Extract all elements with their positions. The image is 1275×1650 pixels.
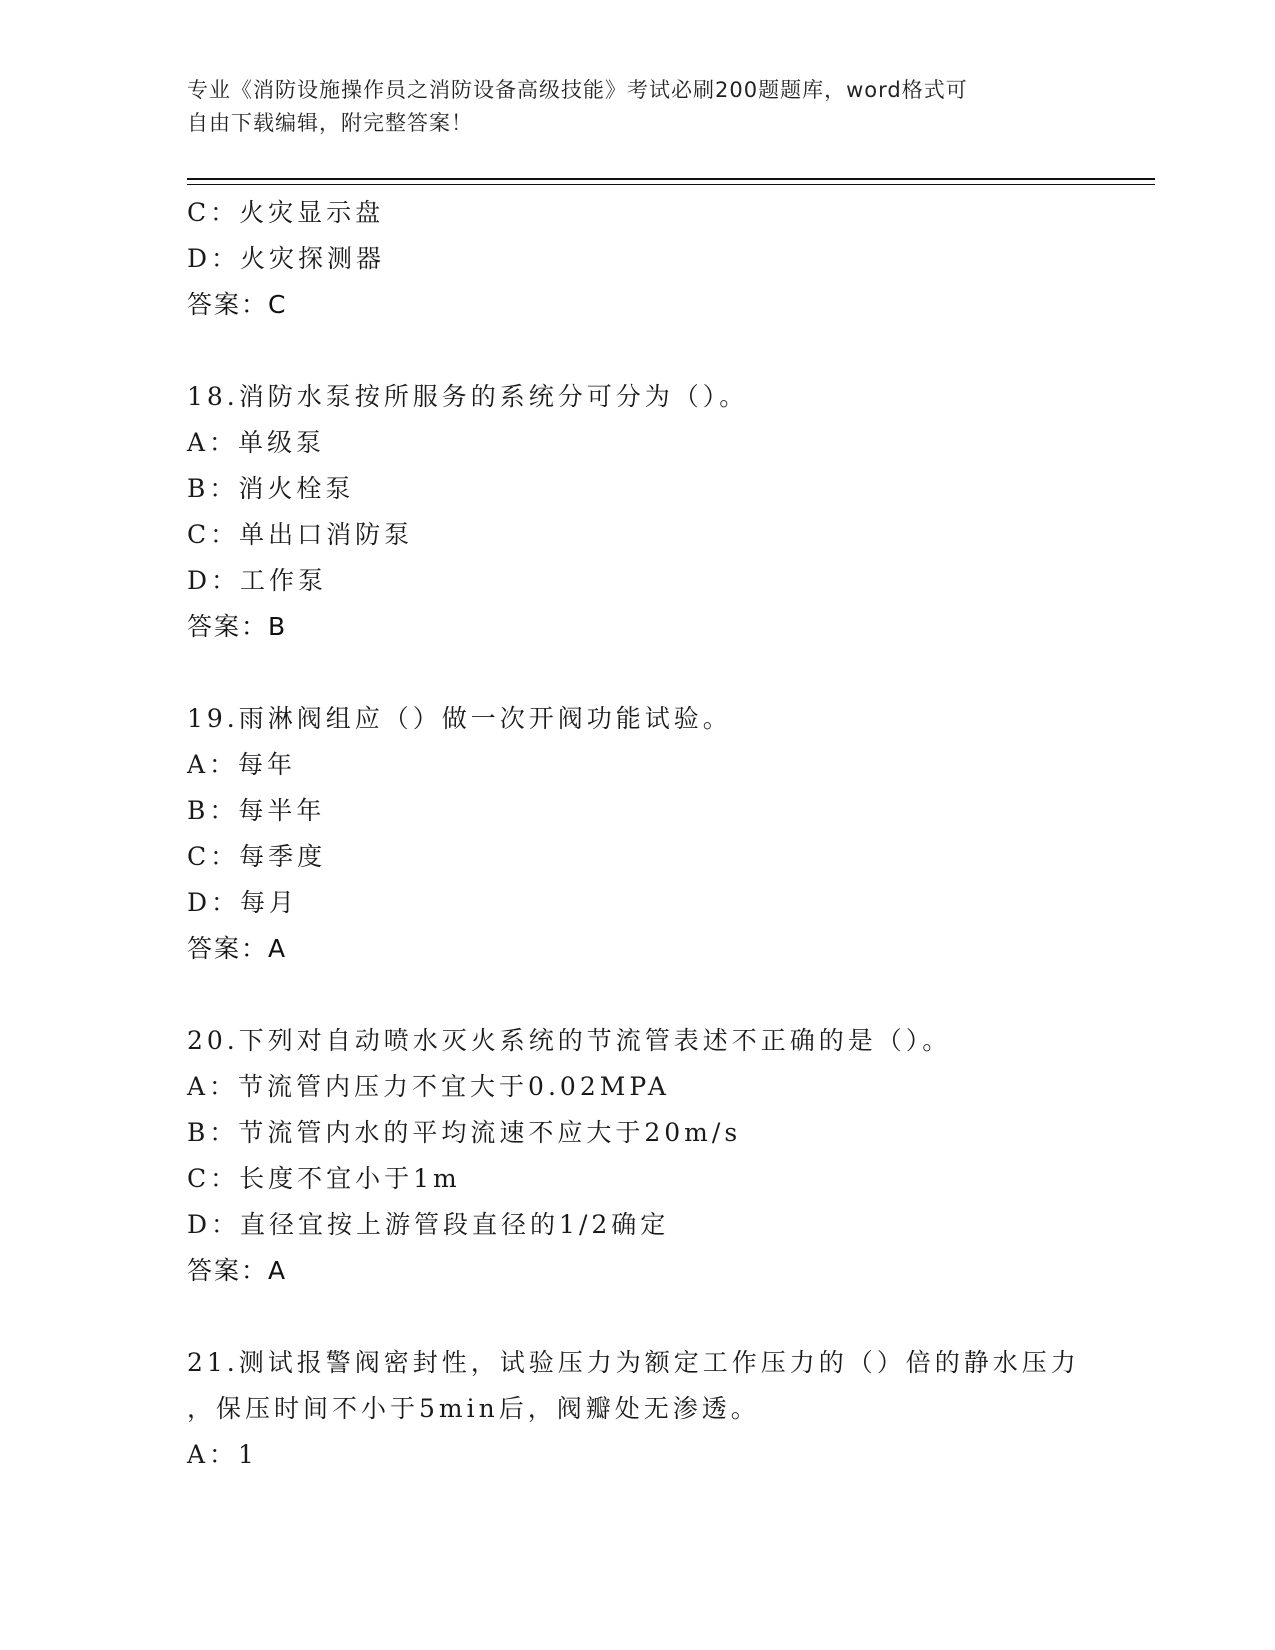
option-a: A：1 (187, 1440, 258, 1469)
option-b: B：节流管内水的平均流速不应大于20m/s (187, 1118, 742, 1147)
option-b: B：每半年 (187, 796, 326, 825)
question-list (187, 190, 1087, 1478)
option-c: C：长度不宜小于1m (187, 1164, 461, 1193)
question-text: 19.雨淋阀组应（）做一次开阀功能试验。 (187, 704, 732, 733)
option-d: D：每月 (187, 888, 299, 917)
option-c: C：每季度 (187, 842, 327, 871)
option-a: A：节流管内压力不宜大于0.02MPA (187, 1072, 670, 1101)
question-text: 20.下列对自动喷水灭火系统的节流管表述不正确的是（）。 (187, 1026, 952, 1055)
option-c: C：火灾显示盘 (187, 198, 385, 227)
question-18 (187, 374, 1087, 650)
header-line-1: 专业《消防设施操作员之消防设备高级技能》考试必刷200题题库，word格式可 (187, 78, 968, 102)
question-text-line-1: 21.测试报警阀密封性，试验压力为额定工作压力的（）倍的静水压力 (187, 1348, 1080, 1377)
question-19 (187, 696, 1087, 972)
answer-label: 答案：C (187, 290, 288, 319)
question-20 (187, 1018, 1087, 1294)
question-21 (187, 1340, 1087, 1478)
option-a: A：每年 (187, 750, 297, 779)
spacer (187, 972, 1087, 1018)
question-17 (187, 190, 1087, 328)
question-text-line-2: ，保压时间不小于5min后，阀瓣处无渗透。 (187, 1394, 760, 1423)
header-divider-thick (187, 178, 1155, 180)
header-line-2: 自由下载编辑，附完整答案！ (187, 111, 473, 135)
option-d: D：工作泵 (187, 566, 328, 595)
document-header (187, 74, 1067, 140)
answer-label: 答案：B (187, 612, 288, 641)
option-c: C：单出口消防泵 (187, 520, 414, 549)
spacer (187, 1294, 1087, 1340)
option-b: B：消火栓泵 (187, 474, 355, 503)
option-d: D：火灾探测器 (187, 244, 386, 273)
answer-label: 答案：A (187, 934, 288, 963)
header-divider-thin (187, 184, 1155, 185)
spacer (187, 328, 1087, 374)
question-text: 18.消防水泵按所服务的系统分可分为（）。 (187, 382, 749, 411)
spacer (187, 650, 1087, 696)
option-d: D：直径宜按上游管段直径的1/2确定 (187, 1210, 670, 1239)
option-a: A：单级泵 (187, 428, 326, 457)
answer-label: 答案：A (187, 1256, 288, 1285)
